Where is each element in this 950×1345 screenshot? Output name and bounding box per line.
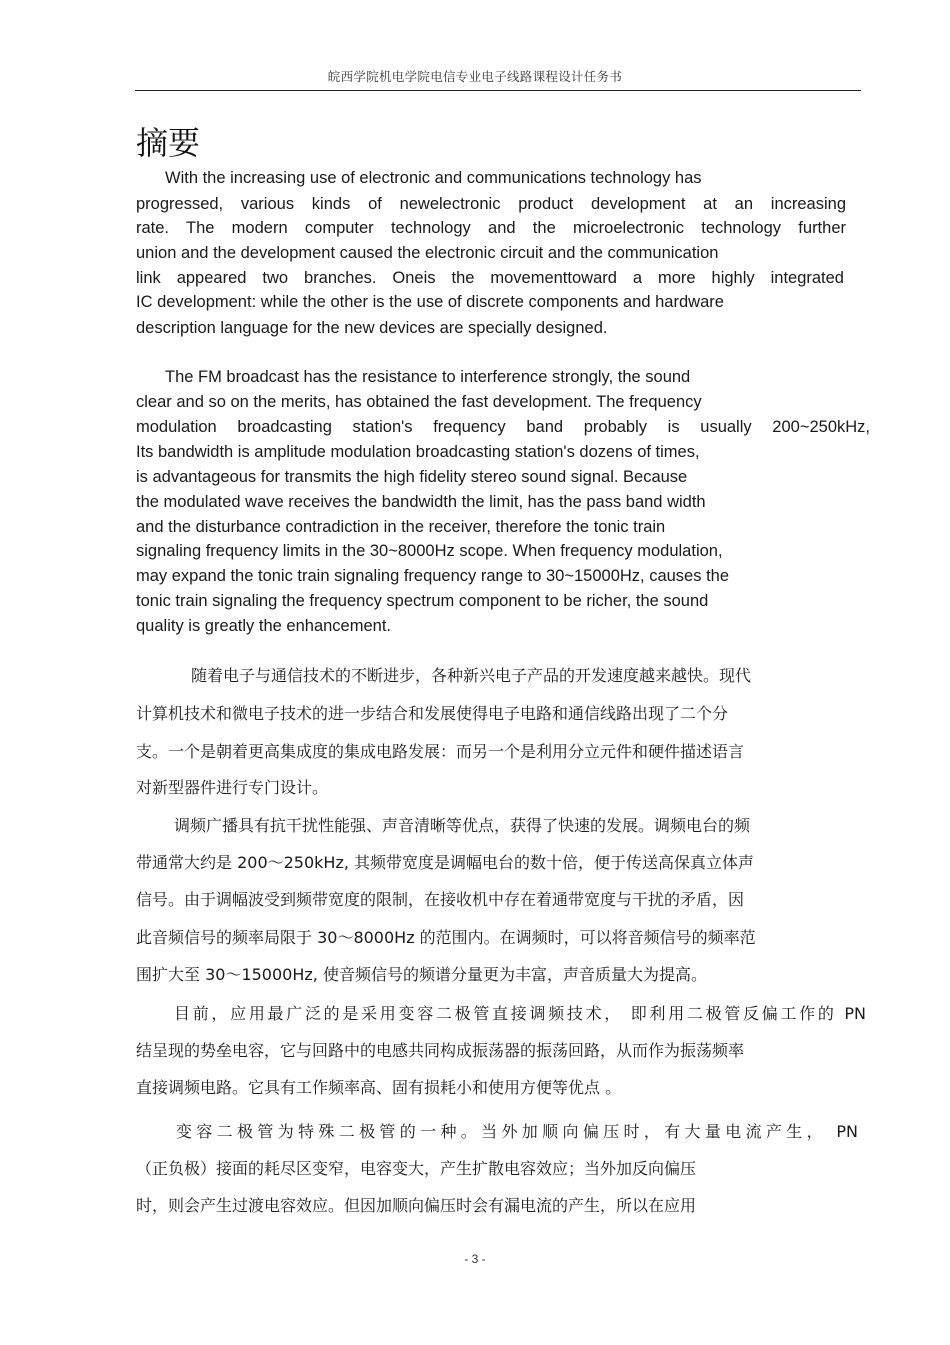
text-line: 计算机技术和微电子技术的进一步结合和发展使得电子电路和通信线路出现了二个分	[136, 704, 729, 723]
text-line: union and the development caused the electronic circuit and the communication	[136, 244, 719, 262]
text-line: IC development: while the other is the use of discrete components and hardware	[136, 293, 724, 311]
text-line: 调频广播具有抗干扰性能强、声音清晰等优点，获得了快速的发展。调频电台的频	[174, 816, 751, 835]
text-line: link appeared two branches. Oneis the movementtoward a more highly integrated	[136, 269, 844, 287]
text-line: the modulated wave receives the bandwidth the limit, has the pass band width	[136, 493, 706, 511]
text-line: With the increasing use of electronic and communications technology has	[165, 169, 702, 187]
text-line: 对新型器件进行专门设计。	[136, 778, 329, 797]
text-line: The FM broadcast has the resistance to interference strongly, the sound	[165, 368, 691, 386]
text-line: 带通常大约是 200～250kHz, 其频带宽度是调幅电台的数十倍，便于传送高保真立体声	[136, 853, 755, 872]
text-line: signaling frequency limits in the 30~8000Hz scope. When frequency modulation,	[136, 542, 723, 560]
text-line: rate. The modern computer technology and the microelectronic technology further	[136, 219, 846, 237]
text-line: description language for the new devices are specially designed.	[136, 319, 608, 337]
text-line: （正负极）接面的耗尽区变窄，电容变大，产生扩散电容效应；当外加反向偏压	[136, 1159, 697, 1178]
text-line: Its bandwidth is amplitude modulation broadcasting station's dozens of times,	[136, 443, 700, 461]
text-line: and the disturbance contradiction in the receiver, therefore the tonic train	[136, 518, 666, 536]
abstract-title: 摘要	[136, 124, 201, 162]
text-line: 随着电子与通信技术的不断进步，各种新兴电子产品的开发速度越来越快。现代	[191, 666, 752, 685]
text-line: tonic train signaling the frequency spectrum component to be richer, the sound	[136, 592, 709, 610]
text-line: 直接调频电路。它具有工作频率高、固有损耗小和使用方便等优点 。	[136, 1078, 622, 1097]
text-line: 此音频信号的频率局限于 30～8000Hz 的范围内。在调频时，可以将音频信号的频率范	[136, 928, 756, 947]
header-divider	[135, 90, 861, 91]
text-line: may expand the tonic train signaling frequency range to 30~15000Hz, causes the	[136, 567, 730, 585]
text-line: 支。一个是朝着更高集成度的集成电路发展：而另一个是利用分立元件和硬件描述语言	[136, 742, 745, 761]
text-line: modulation broadcasting station's frequency band probably is usually 200~250kHz,	[136, 418, 870, 436]
text-line: 围扩大至 30～15000Hz, 使音频信号的频谱分量更为丰富，声音质量大为提高。	[136, 965, 707, 984]
text-line: 时，则会产生过渡电容效应。但因加顺向偏压时会有漏电流的产生，所以在应用	[136, 1196, 697, 1215]
text-line: 信号。由于调幅波受到频带宽度的限制，在接收机中存在着通带宽度与干扰的矛盾，因	[136, 890, 745, 909]
text-line: 结呈现的势垒电容，它与回路中的电感共同构成振荡器的振荡回路，从而作为振荡频率	[136, 1041, 745, 1060]
text-line: clear and so on the merits, has obtained the fast development. The frequency	[136, 393, 702, 411]
running-header: 皖西学院机电学院电信专业电子线路课程设计任务书	[327, 69, 623, 84]
text-line: 目前，应用最广泛的是采用变容二极管直接调频技术， 即利用二极管反偏工作的 PN	[174, 1004, 866, 1023]
page-number: - 3 -	[464, 1252, 486, 1266]
text-line: quality is greatly the enhancement.	[136, 617, 391, 635]
text-line: progressed, various kinds of newelectronic product development at an increasing	[136, 195, 846, 213]
text-line: 变容二极管为特殊二极管的一种。当外加顺向偏压时，有大量电流产生， PN	[176, 1122, 858, 1141]
text-line: is advantageous for transmits the high fidelity stereo sound signal. Because	[136, 468, 688, 486]
